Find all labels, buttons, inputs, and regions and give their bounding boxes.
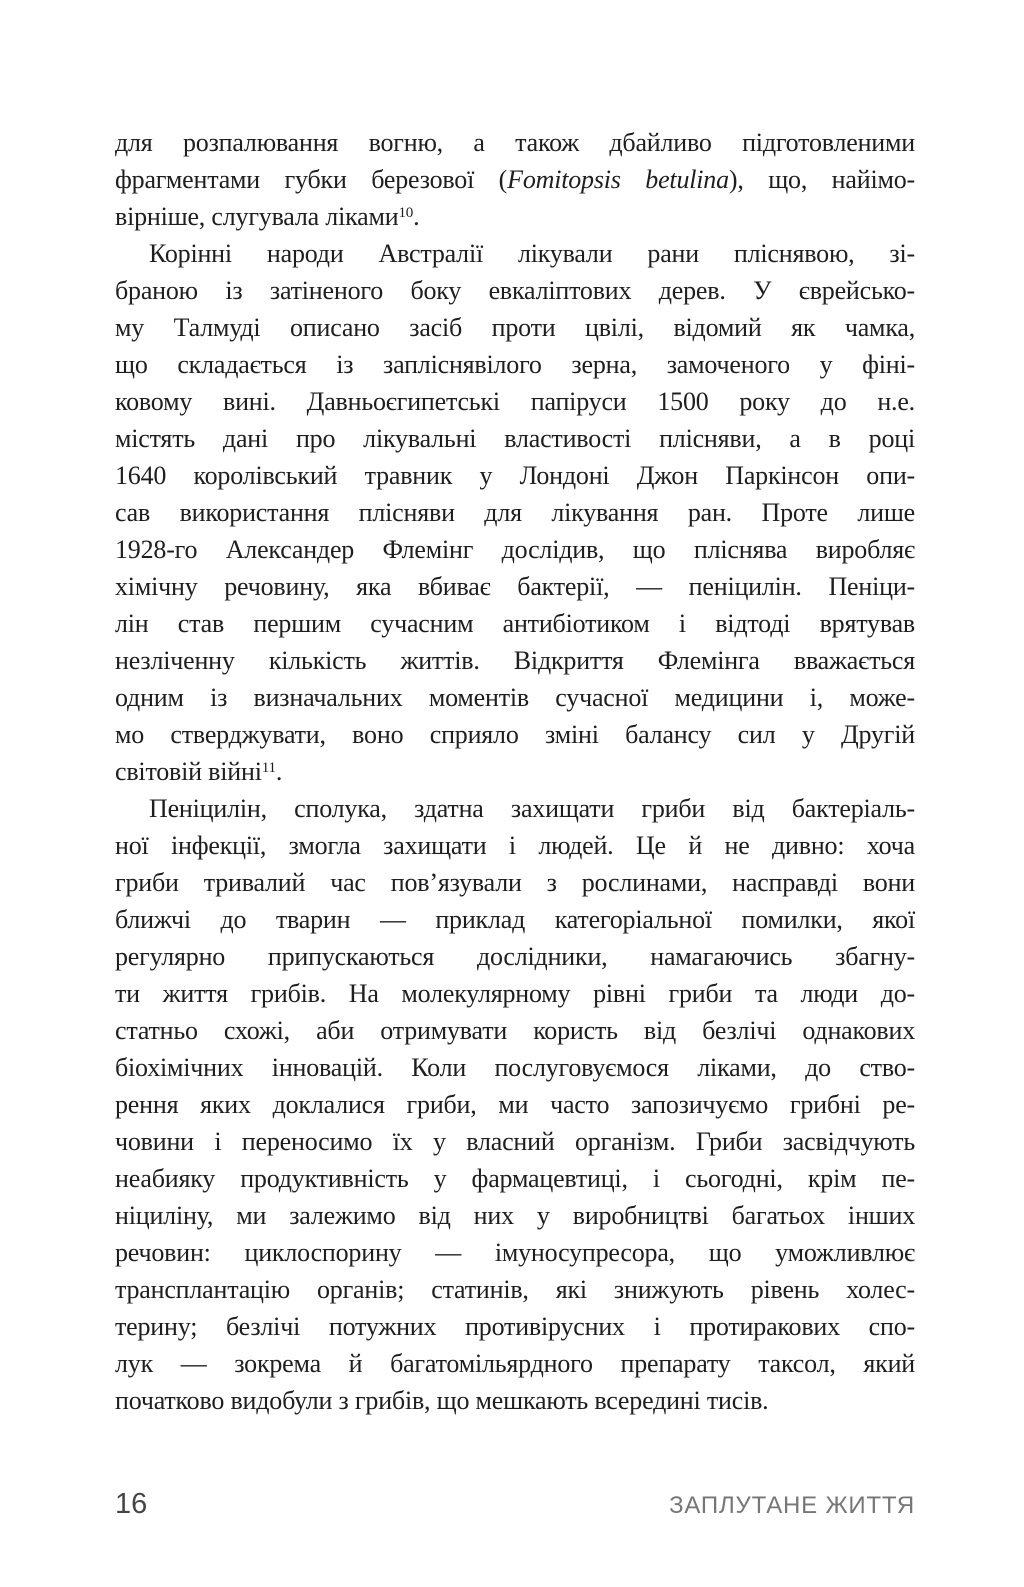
- text-line: [115, 975, 915, 1012]
- text-segment: що складається із запліснявілого зерна, замоченого у фіні-: [115, 350, 915, 379]
- text-line: [115, 1123, 915, 1160]
- text-line: [115, 679, 915, 716]
- text-segment: ти життя грибів. На молекулярному рівні гриби та люди до-: [115, 979, 915, 1008]
- text-line: [115, 494, 915, 531]
- text-segment: фрагментами губки березової (: [115, 165, 508, 194]
- text-line: [115, 938, 915, 975]
- text-line: [115, 1086, 915, 1123]
- text-segment: лін став першим сучасним антибіотиком і відтоді врятував: [115, 609, 915, 638]
- text-segment: містять дані про лікувальні властивості плісняви, а в році: [115, 424, 915, 453]
- page-footer: [115, 1488, 915, 1521]
- text-segment: ної інфекції, змогла захищати і людей. Це й не дивно: хоча: [115, 831, 915, 860]
- text-segment: му Талмуді описано засіб проти цвілі, відомий як чамка,: [115, 313, 915, 342]
- text-segment: ковому вині. Давньоєгипетські папіруси 1500 року до н.е.: [115, 387, 915, 416]
- text-line: [115, 383, 915, 420]
- text-line: [115, 753, 915, 790]
- text-segment: неабияку продуктивність у фармацевтиці, і сьогодні, крім пе-: [115, 1164, 915, 1193]
- page-number: 16: [115, 1488, 148, 1520]
- text-segment: сав використання плісняви для лікування ран. Проте лише: [115, 498, 915, 527]
- text-line: [115, 605, 915, 642]
- text-segment: незліченну кількість життів. Відкриття Флемінга вважається: [115, 646, 915, 675]
- body-text: [115, 124, 915, 1419]
- species-name: Fomitopsis betulina: [507, 165, 729, 194]
- running-title: ЗАПЛУТАНЕ ЖИТТЯ: [669, 1492, 915, 1519]
- text-segment: човини і переносимо їх у власний організм. Гриби засвідчують: [115, 1127, 915, 1156]
- text-segment: біохімічних інновацій. Коли послуговуємося ліками, до ство-: [115, 1053, 915, 1082]
- text-line: [115, 161, 915, 198]
- text-line: [115, 642, 915, 679]
- text-segment: статньо схожі, аби отримувати користь від безлічі однакових: [115, 1016, 915, 1045]
- text-line: [115, 1271, 915, 1308]
- text-line: [115, 1049, 915, 1086]
- text-segment: гриби тривалий час пов’язували з рослинами, насправді вони: [115, 868, 915, 897]
- text-segment: світовій війні: [115, 757, 262, 786]
- text-segment: рення яких доклалися гриби, ми часто запозичуємо грибні ре-: [115, 1090, 915, 1119]
- text-segment: ніциліну, ми залежимо від них у виробництві багатьох інших: [115, 1201, 915, 1230]
- text-line: [115, 568, 915, 605]
- text-segment: .: [275, 757, 283, 786]
- text-segment: терину; безлічі потужних противірусних і протиракових спо-: [115, 1312, 915, 1341]
- text-segment: ), що, найімо-: [728, 165, 915, 194]
- text-line: [115, 1308, 915, 1345]
- text-segment: 1640 королівський травник у Лондоні Джон Паркінсон опи-: [115, 461, 915, 490]
- text-line: [115, 716, 915, 753]
- text-line: [115, 1234, 915, 1271]
- text-segment: 1928-го Александер Флемінг дослідив, що пліснява виробляє: [115, 535, 915, 564]
- text-segment: лук — зокрема й багатомільярдного препарату таксол, який: [115, 1349, 915, 1378]
- text-segment: початково видобули з грибів, що мешкають всередині тисів.: [115, 1386, 769, 1415]
- footnote-ref: 11: [261, 760, 276, 777]
- text-segment: мо стверджувати, воно сприяло зміні балансу сил у Другій: [115, 720, 915, 749]
- text-line: [115, 420, 915, 457]
- text-segment: хімічну речовину, яка вбиває бактерії, — пеніцилін. Пеніци-: [115, 572, 915, 601]
- text-line: [115, 864, 915, 901]
- text-line: [115, 124, 915, 161]
- text-segment: речовин: циклоспорину — імуносупресора, що уможливлює: [115, 1238, 915, 1267]
- text-segment: вірніше, слугувала ліками: [115, 202, 399, 231]
- text-line: [115, 235, 915, 272]
- text-segment: для розпалювання вогню, а також дбайливо підготовленими: [115, 128, 915, 157]
- text-segment: Пеніцилін, сполука, здатна захищати гриби від бактеріаль-: [149, 794, 915, 823]
- text-line: [115, 827, 915, 864]
- text-line: [115, 901, 915, 938]
- text-line: [115, 1160, 915, 1197]
- text-segment: браною із затіненого боку евкаліптових дерев. У єврейсько-: [115, 276, 915, 305]
- footnote-ref: 10: [398, 205, 414, 222]
- text-line: [115, 1012, 915, 1049]
- text-line: [115, 1197, 915, 1234]
- text-line: [115, 457, 915, 494]
- text-line: [115, 790, 915, 827]
- text-line: [115, 272, 915, 309]
- text-segment: трансплантацію органів; статинів, які знижують рівень холес-: [115, 1275, 915, 1304]
- text-segment: регулярно припускаються дослідники, намагаючись збагну-: [115, 942, 915, 971]
- text-line: [115, 198, 915, 235]
- text-segment: Корінні народи Австралії лікували рани пліснявою, зі-: [149, 239, 915, 268]
- text-line: [115, 346, 915, 383]
- text-segment: ближчі до тварин — приклад категоріальної помилки, якої: [115, 905, 915, 934]
- text-line: [115, 531, 915, 568]
- text-line: [115, 1382, 915, 1419]
- text-line: [115, 309, 915, 346]
- text-segment: одним із визначальних моментів сучасної медицини і, може-: [115, 683, 915, 712]
- text-segment: .: [413, 202, 420, 231]
- text-line: [115, 1345, 915, 1382]
